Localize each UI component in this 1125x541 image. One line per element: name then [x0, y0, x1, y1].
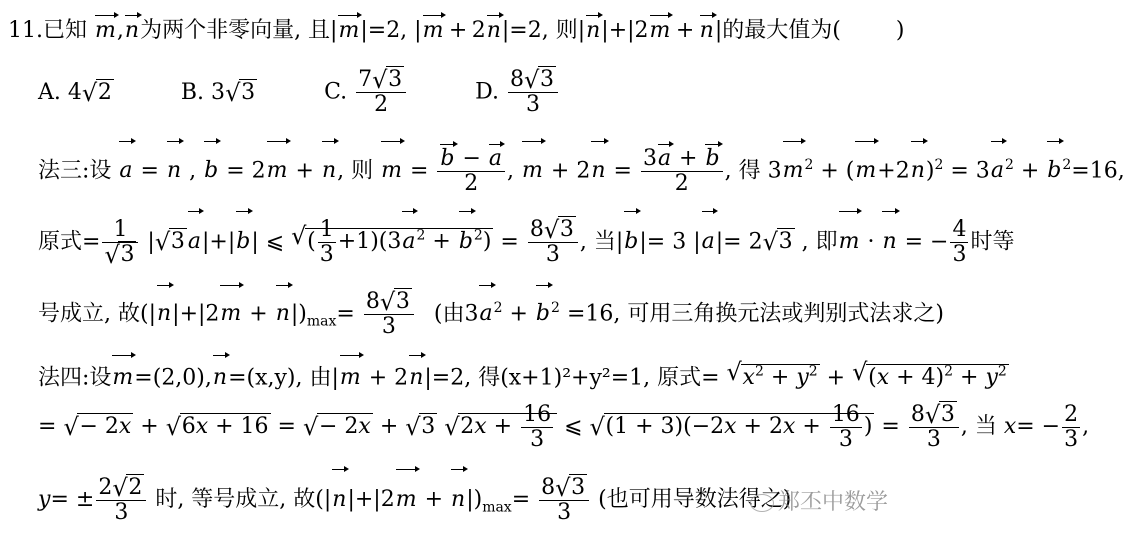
option-c[interactable]: C. $\frac{7√ 3}{2}$: [324, 68, 408, 117]
method4-line2: = √ − 2x + √ 6x + 16 = √ − 2x + √ 3 √ 2x + $\frac{16}{3}$ ⩽ √ (1 + 3)(−2x + 2x + $\frac{16}{3}$ ) = $\frac{8√ 3}{3}$ , 当 x= − $\frac{2}{3}$ ,: [38, 400, 985, 454]
problem-number: 11.: [8, 18, 43, 43]
option-b[interactable]: B. 3√ 3: [181, 69, 257, 117]
wechat-icon: [750, 494, 774, 512]
option-a[interactable]: A. 4√ 2: [38, 69, 114, 117]
method4-line1: 法四:设m=(2,0),n=(x,y), 由|m + 2n|=2, 得(x+1)²+y²=1, 原式= √ $x^2 + y^2$ + √ $(x + 4)^2 + y^2$: [38, 352, 985, 398]
method3-line3: 号成立, 故$(|n|+|2m + n|)_{max}=$ $\frac{8√ 3}{3}$ (由$3a^2 + b^2 =16$, 可用三角换元法或判别式法求之): [38, 282, 985, 348]
problem-statement: 11.已知 m,n为两个非零向量, 且|m|=2, |m + 2n|=2, 则|n|+|2m + n|的最大值为( ): [8, 18, 905, 43]
options-row: [38, 68, 985, 117]
method3-line1: 法三:设 a = n , b = 2m + n, 则 m = $\frac{b - a}{2}$ , m + 2n = $\frac{3a + b}{2}$ , 得 $3m^2 + (m+2n)^2 = 3a^2 + b^2=16$,: [38, 138, 985, 198]
method3-line2: 原式= 1 √ 3 |√ 3 a|+|b| ⩽ √ ( $\frac{1}{3}$ $+1)(3a^2 + b^2)$ = $\frac{8√ 3}{3}$ , 当|b|= 3 |a|= 2√ 3 , 即m · n = − $\frac{4}{3}$ 时等: [38, 208, 985, 270]
option-d[interactable]: D. $\frac{8√ 3}{3}$: [475, 68, 560, 117]
watermark: 郑丕中数学: [750, 485, 888, 516]
method4-line3: y= ± $\frac{2√ 2}{3}$ 时, 等号成立, 故$(|n|+|2m + n|)_{max}=$ $\frac{8√ 3}{3}$ (也可用导数法得之): [38, 472, 985, 535]
